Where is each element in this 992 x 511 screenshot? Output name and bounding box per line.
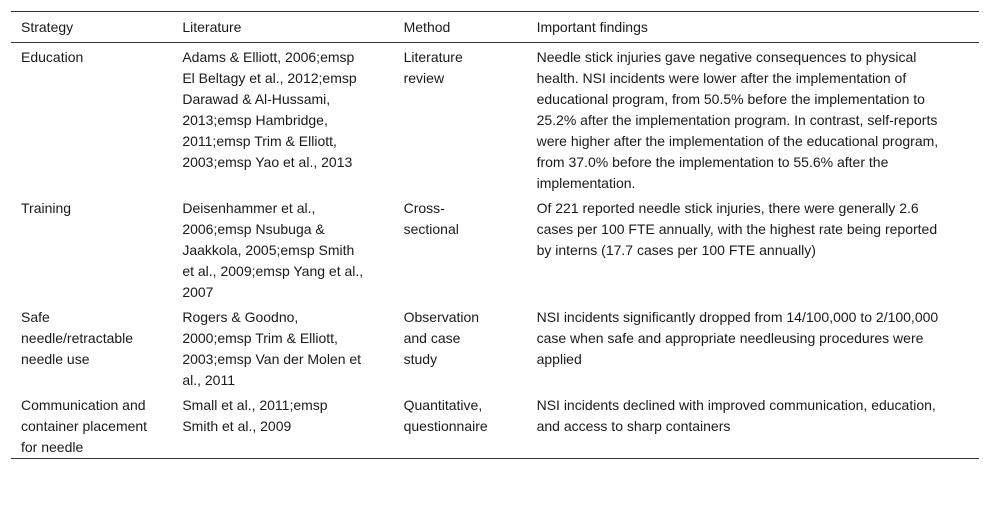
table-row — [11, 194, 979, 303]
cell-findings: Needle stick injuries gave negative consequences to physical health. NSI incidents were lower after the implementation of educational program, from 50.5% before the implementation to 25.2% after the implementation program. In contrast, self-reports were higher after the implementation of the educational program, from 37.0% before the implementation to 55.6% after the implementation. — [536, 49, 939, 191]
cell-strategy: Education — [21, 49, 84, 65]
strategy-table — [11, 11, 979, 459]
cell-literature: Rogers & Goodno, 2000;emsp Trim & Elliott, 2003;emsp Van der Molen et al., 2011 — [182, 309, 362, 388]
cell-method: Quantitative, questionnaire — [403, 397, 488, 434]
cell-findings: NSI incidents declined with improved communication, education, and access to sharp containers — [536, 397, 936, 434]
cell-literature: Small et al., 2011;emsp Smith et al., 2009 — [182, 397, 328, 434]
cell-strategy: Communication and container placement for needle — [21, 397, 148, 455]
table-row — [11, 303, 979, 391]
cell-literature: Adams & Elliott, 2006;emsp El Beltagy et al., 2012;emsp Darawad & Al-Hussami, 2013;emsp Hambridge, 2011;emsp Trim & Elliott, 2003;emsp Yao et al., 2013 — [182, 49, 357, 170]
header-strategy: Strategy — [21, 19, 74, 35]
cell-findings: Of 221 reported needle stick injuries, there were generally 2.6 cases per 100 FTE annually, with the highest rate being reported by interns (17.7 cases per 100 FTE annually) — [536, 200, 938, 258]
table-header — [11, 12, 979, 43]
strategy-table-container — [11, 11, 979, 459]
cell-strategy: Training — [21, 200, 72, 216]
table-body — [11, 43, 979, 459]
cell-method: Observation and case study — [403, 309, 480, 367]
header-important-findings: Important findings — [536, 19, 648, 35]
header-method: Method — [403, 19, 451, 35]
cell-findings: NSI incidents significantly dropped from 14/100,000 to 2/100,000 case when safe and appropriate needleusing procedures were applied — [536, 309, 939, 367]
cell-method: Literature review — [403, 49, 463, 86]
table-row — [11, 391, 979, 459]
header-row — [11, 12, 979, 43]
table-row — [11, 43, 979, 195]
cell-literature: Deisenhammer et al., 2006;emsp Nsubuga & Jaakkola, 2005;emsp Smith et al., 2009;emsp Yang et al., 2007 — [182, 200, 364, 300]
header-literature: Literature — [182, 19, 242, 35]
cell-strategy: Safe needle/retractable needle use — [21, 309, 134, 367]
cell-method: Cross-sectional — [403, 200, 459, 237]
